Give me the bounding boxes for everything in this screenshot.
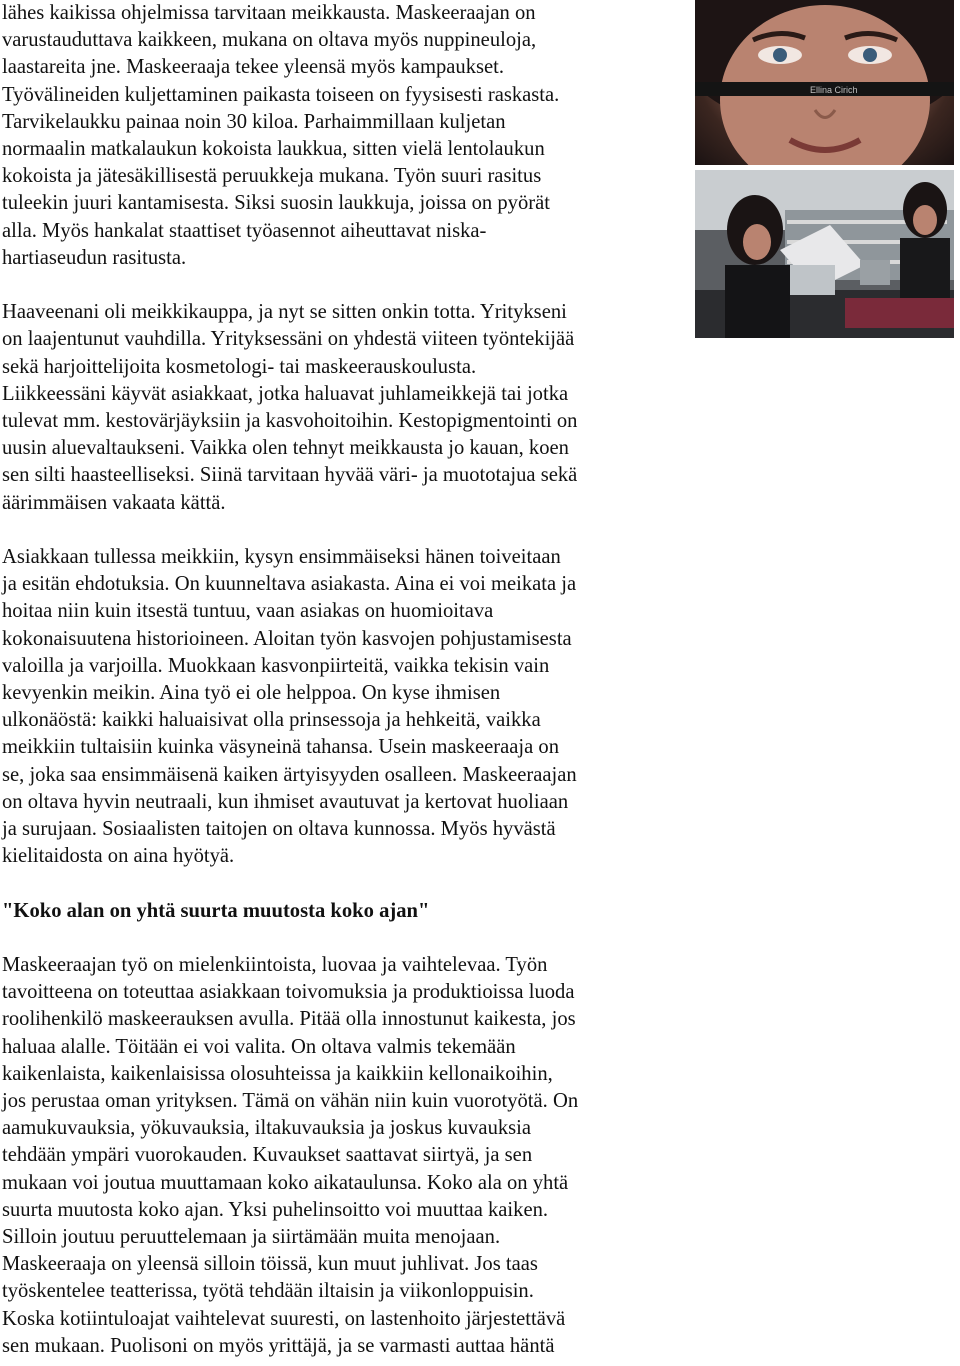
paragraph-4-line: sen mukaan. Puolisoni on myös yrittäjä, ja se varmasti auttaa häntä <box>2 1334 555 1357</box>
shop-illustration <box>695 170 954 338</box>
paragraph-4-line: kaikenlaista, kaikenlaisissa olosuhteissa ja kaikkiin kellonaikoihin, <box>2 1062 553 1085</box>
paragraph-4-line: tehdään ympäri vuorokauden. Kuvaukset saattavat siirtyä, ja sen <box>2 1144 533 1167</box>
paragraph-3-line: hoitaa niin kuin itsestä tuntuu, vaan asiakas on huomioitava <box>2 600 494 623</box>
paragraph-1-line: Tarvikelaukku painaa noin 30 kiloa. Parhaimmillaan kuljetan <box>2 110 506 133</box>
paragraph-4-line: jos perustaa oman yrityksen. Tämä on vähän niin kuin vuorotyötä. On <box>2 1090 579 1113</box>
paragraph-2 <box>2 299 578 517</box>
paragraph-1-line: tuleekin juuri kantamisesta. Siksi suosin laukkuja, joissa on pyörät <box>2 192 550 215</box>
paragraph-4-line: tavoitteena on toteuttaa asiakkaan toivomuksia ja produktioissa luoda <box>2 981 575 1004</box>
paragraph-3-line: Asiakkaan tullessa meikkiin, kysyn ensimmäiseksi hänen toiveitaan <box>2 546 561 569</box>
paragraph-4-line: mukaan voi joutua muuttamaan koko aikataulunsa. Koko ala on yhtä <box>2 1171 569 1194</box>
paragraph-4-line: roolihenkilö maskeerauksen avulla. Pitää olla innostunut kaikesta, jos <box>2 1008 576 1031</box>
paragraph-4-line: haluaa alalle. Töitään ei voi valita. On oltava valmis tekemään <box>2 1035 516 1058</box>
paragraph-4-line: aamukuvauksia, yökuvauksia, iltakuvauksia ja joskus kuvauksia <box>2 1117 532 1140</box>
paragraph-2-line: sen silti haasteelliseksi. Siinä tarvitaan hyvää väri- ja muototajua sekä <box>2 464 578 487</box>
paragraph-3-line: ulkonäöstä: kaikki haluaisivat olla prinsessoja ja hehkeitä, vaikka <box>2 709 541 732</box>
paragraph-2-line: Liikkeessäni käyvät asiakkaat, jotka haluavat juhlameikkejä tai jotka <box>2 382 569 405</box>
paragraph-2-line: on laajentunut vauhdilla. Yrityksessäni on yhdestä viiteen työntekijää <box>2 328 575 351</box>
paragraph-3-line: ja surujaan. Sosiaalisten taitojen on oltava kunnossa. Myös hyvästä <box>2 818 556 841</box>
paragraph-4-line: Maskeeraajan työ on mielenkiintoista, luovaa ja vaihtelevaa. Työn <box>2 954 548 977</box>
paragraph-3-line: valoilla ja varjoilla. Muokkaan kasvonpiirteitä, vaikka tekisin vain <box>2 654 550 677</box>
paragraph-1-line: hartiaseudun rasitusta. <box>2 246 187 269</box>
paragraph-1-line: varustauduttava kaikkeen, mukana on oltava myös nuppineuloja, <box>2 29 537 52</box>
makeup-artist-portrait-photo <box>695 0 954 165</box>
paragraph-1-line: alla. Myös hankalat staattiset työasennot aiheuttavat niska- <box>2 219 487 242</box>
paragraph-4-line: Koska kotiintuloajat vaihtelevat suuresti, on lastenhoito järjestettävä <box>2 1307 566 1330</box>
paragraph-2-line: sekä harjoittelijoita kosmetologi- tai maskeerauskoulusta. <box>2 355 477 378</box>
paragraph-2-line: äärimmäisen vakaata kättä. <box>2 491 226 514</box>
paragraph-4-line: Maskeeraaja on yleensä silloin töissä, kun muut juhlivat. Jos taas <box>2 1253 538 1276</box>
paragraph-3-line: kokonaisuutena historioineen. Aloitan työn kasvojen pohjustamisesta <box>2 627 572 650</box>
paragraph-1-line: kokoista ja jätesäkillisestä peruukkeja mukana. Työn suuri rasitus <box>2 165 542 188</box>
paragraph-3-line: kielitaidosta on aina hyötyä. <box>2 845 235 868</box>
paragraph-2-line: tulevat mm. kestovärjäyksiin ja kasvohoitoihin. Kestopigmentointi on <box>2 410 578 433</box>
paragraph-1 <box>2 0 578 272</box>
paragraph-3-line: meikkiin tultaisiin kuinka väsyneinä tahansa. Usein maskeeraaja on <box>2 736 560 759</box>
brush-label: Ellina Cirich <box>810 85 858 95</box>
portrait-illustration <box>695 0 954 165</box>
paragraph-4-line: Silloin joutuu peruuttelemaan ja siirtämään muita menojaan. <box>2 1226 501 1249</box>
paragraph-2-line: uusin aluevaltaukseni. Vaikka olen tehnyt meikkausta jo kauan, koen <box>2 437 569 460</box>
paragraph-3 <box>2 544 578 870</box>
paragraph-1-line: normaalin matkalaukun kokoista laukkua, sitten vielä lentolaukun <box>2 138 545 161</box>
paragraph-4 <box>2 952 578 1360</box>
paragraph-2-line: Haaveenani oli meikkikauppa, ja nyt se sitten onkin totta. Yritykseni <box>2 301 567 324</box>
makeup-shop-photo <box>695 170 954 338</box>
paragraph-3-line: kevyenkin meikin. Aina työ ei ole helppoa. On kyse ihmisen <box>2 682 501 705</box>
paragraph-3-line: on oltava hyvin neutraali, kun ihmiset avautuvat ja kertovat huoliaan <box>2 790 569 813</box>
paragraph-4-line: suurta muutosta koko ajan. Yksi puhelinsoitto voi muuttaa kaiken. <box>2 1198 549 1221</box>
paragraph-1-line: Työvälineiden kuljettaminen paikasta toiseen on fyysisesti raskasta. <box>2 83 560 106</box>
article-body <box>2 0 578 1360</box>
section-heading: "Koko alan on yhtä suurta muutosta koko ajan" <box>2 899 430 922</box>
paragraph-3-line: se, joka saa ensimmäisenä kaiken ärtyisyyden osalleen. Maskeeraajan <box>2 763 577 786</box>
paragraph-1-line: lähes kaikissa ohjelmissa tarvitaan meikkausta. Maskeeraajan on <box>2 2 536 24</box>
paragraph-4-line: työskentelee teatterissa, työtä tehdään iltaisin ja viikonloppuisin. <box>2 1280 534 1303</box>
paragraph-1-line: laastareita jne. Maskeeraaja tekee yleensä myös kampaukset. <box>2 56 505 79</box>
paragraph-3-line: ja esitän ehdotuksia. On kuunneltava asiakasta. Aina ei voi meikata ja <box>2 573 577 596</box>
